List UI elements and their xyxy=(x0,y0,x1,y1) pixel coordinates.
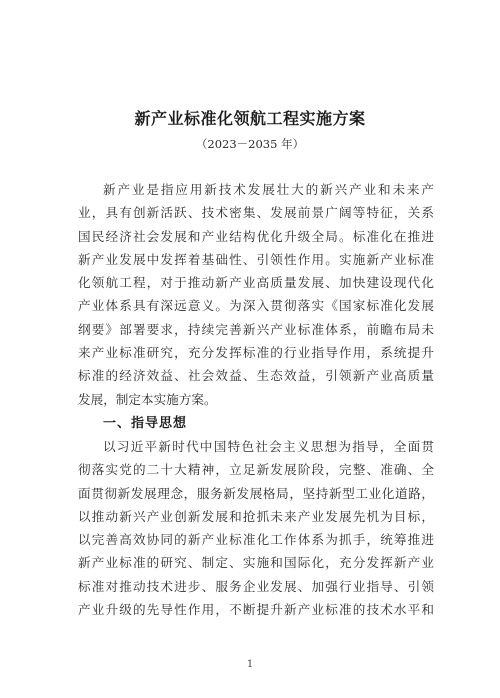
paragraph-line: 以完善高效协同的新产业标准化工作体系为抓手，统筹推进 xyxy=(78,532,434,548)
section-heading-guiding-ideology: 一、指导思想 xyxy=(103,416,188,431)
page-number: 1 xyxy=(246,659,254,670)
paragraph-line: 彻落实党的二十大精神，立足新发展阶段，完整、准确、全 xyxy=(78,462,434,478)
paragraph-line: 化领航工程，对于推动新产业高质量发展、加快建设现代化 xyxy=(78,275,434,291)
paragraph-line: 产业升级的先导性作用，不断提升新产业标准的技术水平和 xyxy=(78,602,434,618)
intro-paragraph xyxy=(78,178,434,411)
paragraph-line: 纲要》部署要求，持续完善新兴产业标准体系，前瞻布局未 xyxy=(78,321,434,337)
paragraph-line: 新产业标准的研究、制定、实施和国际化，充分发挥新产业 xyxy=(78,555,434,571)
paragraph-line: 标准对推动技术进步、服务企业发展、加强行业指导、引领 xyxy=(78,578,434,594)
paragraph-line: 来产业标准研究，充分发挥标准的行业指导作用，系统提升 xyxy=(78,345,434,361)
document-title: 新产业标准化领航工程实施方案 xyxy=(134,109,366,128)
paragraph-line: 标准的经济效益、社会效益、生态效益，引领新产业高质量 xyxy=(78,368,434,384)
paragraph-line: 发展，制定本实施方案。 xyxy=(78,391,217,407)
paragraph-line: 产业体系具有深远意义。为深入贯彻落实《国家标准化发展 xyxy=(78,298,434,314)
paragraph-line: 新产业发展中发挥着基础性、引领性作用。实施新产业标准 xyxy=(78,251,434,267)
paragraph-line: 新产业是指应用新技术发展壮大的新兴产业和未来产 xyxy=(103,182,434,197)
paragraph-line: 业，具有创新活跃、技术密集、发展前景广阔等特征，关系 xyxy=(78,205,434,221)
guiding-ideology-paragraph xyxy=(78,435,434,621)
paragraph-line: 以推动新兴产业创新发展和抢抓未来产业发展先机为目标， xyxy=(78,508,434,524)
paragraph-line: 面贯彻新发展理念，服务新发展格局，坚持新型工业化道路， xyxy=(78,485,434,501)
document-subtitle: （2023－2035 年） xyxy=(195,137,305,151)
paragraph-line: 以习近平新时代中国特色社会主义思想为指导，全面贯 xyxy=(103,439,434,454)
paragraph-line: 国民经济社会发展和产业结构优化升级全局。标准化在推进 xyxy=(78,228,434,244)
